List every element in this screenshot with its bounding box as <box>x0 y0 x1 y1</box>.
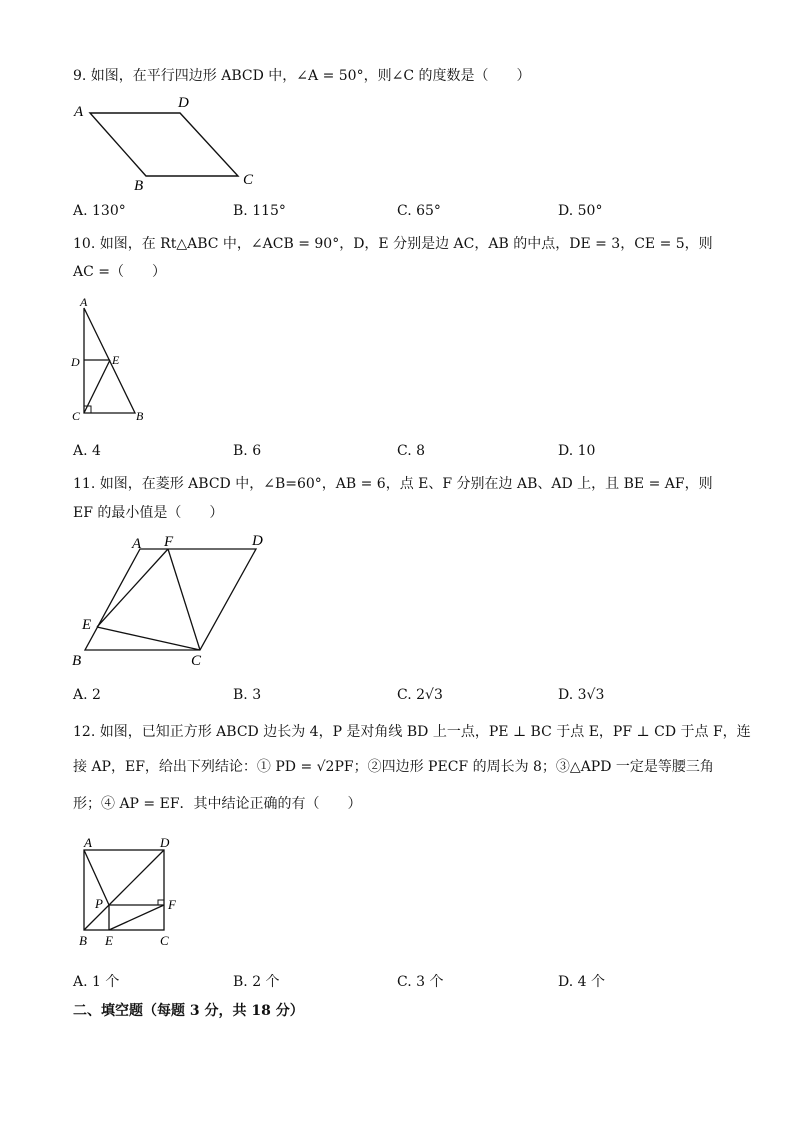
q11-label-b: B <box>72 653 82 669</box>
q10-figure <box>70 296 160 426</box>
q12-option-a[interactable]: A. 1 个 <box>73 974 120 990</box>
q10-option-b[interactable]: B. 6 <box>233 443 262 459</box>
segment-ef <box>97 549 168 627</box>
q10-option-d[interactable]: D. 10 <box>558 443 596 459</box>
q11-label-f: F <box>164 534 174 550</box>
q12-stem-line-3: 形；④ AP = EF．其中结论正确的有（ ） <box>73 796 362 812</box>
q11-label-e: E <box>82 617 92 633</box>
q9-stem-line-1: 9. 如图，在平行四边形 ABCD 中，∠A = 50°，则∠C 的度数是（ ） <box>73 68 531 84</box>
q9-option-b[interactable]: B. 115° <box>233 203 286 219</box>
q11-option-b[interactable]: B. 3 <box>233 687 262 703</box>
q11-option-d[interactable]: D. 3√3 <box>558 687 605 703</box>
q12-stem-line-1: 12. 如图，已知正方形 ABCD 边长为 4，P 是对角线 BD 上一点，PE ⊥ BC 于点 E，PF ⊥ CD 于点 F，连 <box>73 724 751 740</box>
q12-label-a: A <box>84 835 92 850</box>
q9-label-d: D <box>178 95 189 111</box>
q9-label-a: A <box>74 104 84 120</box>
q9-label-c: C <box>243 172 254 188</box>
q10-label-b: B <box>136 409 144 423</box>
q11-option-c[interactable]: C. 2√3 <box>397 687 443 703</box>
diagonal-bd <box>84 850 164 930</box>
q12-figure <box>72 834 192 954</box>
q9-option-c[interactable]: C. 65° <box>397 203 441 219</box>
rhombus-abcd <box>85 549 256 650</box>
q12-option-b[interactable]: B. 2 个 <box>233 974 280 990</box>
q11-label-a: A <box>132 536 142 552</box>
q12-option-d[interactable]: D. 4 个 <box>558 974 605 990</box>
q10-label-c: C <box>72 409 81 423</box>
right-angle-mark-f <box>158 900 164 905</box>
q9-label-b: B <box>134 178 144 194</box>
q10-label-d: D <box>71 355 80 369</box>
section-heading: 二、填空题（每题 3 分，共 18 分） <box>73 1003 304 1019</box>
q12-label-e: E <box>105 933 113 948</box>
q11-stem-line-1: 11. 如图，在菱形 ABCD 中，∠B=60°，AB = 6，点 E、F 分别在边 AB、AD 上，且 BE = AF，则 <box>73 476 713 492</box>
q12-option-c[interactable]: C. 3 个 <box>397 974 444 990</box>
q12-stem-line-2: 接 AP，EF，给出下列结论：① PD = √2PF；②四边形 PECF 的周长为 8；③△APD 一定是等腰三角 <box>73 759 714 775</box>
q9-option-a[interactable]: A. 130° <box>73 203 126 219</box>
q9-option-d[interactable]: D. 50° <box>558 203 603 219</box>
segment-ce <box>84 360 110 413</box>
q11-option-a[interactable]: A. 2 <box>73 687 101 703</box>
q11-label-c: C <box>191 653 202 669</box>
segment-fc <box>168 549 200 650</box>
q12-label-b: B <box>79 933 87 948</box>
q11-label-d: D <box>252 533 263 549</box>
segment-ec <box>97 627 200 650</box>
q10-option-c[interactable]: C. 8 <box>397 443 426 459</box>
q12-label-p: P <box>95 896 103 911</box>
parallelogram-abcd <box>90 113 238 176</box>
q10-label-a: A <box>80 295 88 309</box>
q11-stem-line-2: EF 的最小值是（ ） <box>73 505 224 521</box>
q10-stem-line-2: AC =（ ） <box>73 264 167 280</box>
q12-label-f: F <box>168 897 176 912</box>
q9-figure <box>72 94 272 194</box>
q12-label-d: D <box>160 835 170 850</box>
q10-option-a[interactable]: A. 4 <box>73 443 101 459</box>
q11-figure <box>70 530 280 670</box>
q12-label-c: C <box>160 933 169 948</box>
segment-ef <box>109 905 164 930</box>
q10-stem-line-1: 10. 如图，在 Rt△ABC 中，∠ACB = 90°，D，E 分别是边 AC，AB 的中点，DE = 3，CE = 5，则 <box>73 236 713 252</box>
q10-label-e: E <box>112 353 120 367</box>
